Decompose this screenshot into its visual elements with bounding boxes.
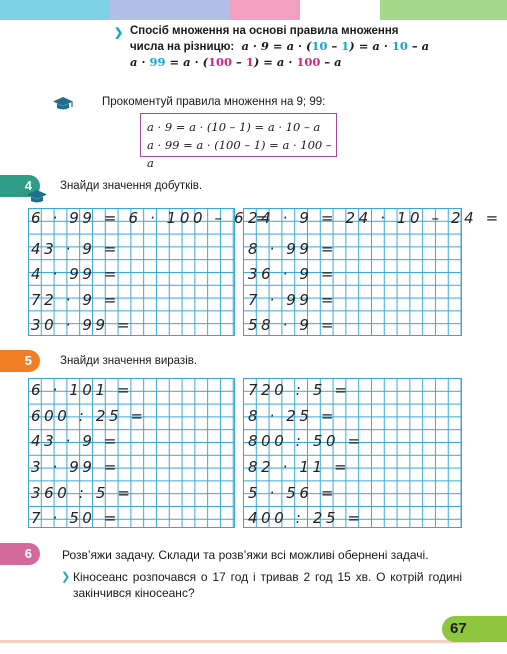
task4-left-expr-4: 72 · 9 = (31, 291, 121, 309)
task4-left-expr-1: 6 · 99 = 6 · 100 – 6 = (31, 209, 272, 227)
band-segment-pink (230, 0, 300, 20)
task4-right-expr-3: 36 · 9 = (248, 265, 338, 283)
task5-right-expr-1: 720 : 5 = (248, 381, 351, 399)
page-number: 67 (442, 616, 507, 642)
task6-text: Розв’яжи задачу. Склади та розв’яжи всі можливі обернені задачі. (62, 548, 429, 562)
task6-problem (62, 569, 462, 601)
rule-formula-9: a · 9 = a · (10 – 1) = a · 10 – a (241, 39, 430, 53)
task4-right-expr-2: 8 · 99 = (248, 240, 338, 258)
rule-title-line2 (118, 39, 430, 55)
formula-box (140, 113, 337, 170)
task4-left-expr-5: 30 · 99 = (31, 316, 134, 334)
task5-right-expr-6: 400 : 25 = (248, 509, 364, 527)
task5-left-expr-1: 6 · 101 = (31, 381, 134, 399)
task5-left-expr-4: 3 · 99 = (31, 458, 121, 476)
graduation-cap-icon (52, 96, 74, 112)
arrow-icon: ❯ (61, 571, 71, 583)
rule-formula-99: a · 99 = a · (100 – 1) = a · 100 – a (130, 55, 342, 69)
task-number-badge-5: 5 (0, 350, 40, 372)
task4-right-expr-1: 24 · 9 = 24 · 10 – 24 = (248, 209, 502, 227)
task5-left-expr-2: 600 : 25 = (31, 407, 147, 425)
band-segment-lavender (110, 0, 230, 20)
task5-left-expr-5: 360 : 5 = (31, 484, 134, 502)
task6-problem-text: Кіносеанс розпочався о 17 год і тривав 2 год 15 хв. О котрій годині закінчився кіносеанс? (73, 570, 462, 600)
task5-right-expr-4: 82 · 11 = (248, 458, 351, 476)
task-number-badge-4: 4 (0, 175, 40, 197)
rule-title-line2-text: числа на різницю: (130, 41, 235, 53)
band-segment-blue (0, 0, 110, 20)
arrow-icon: ❯ (114, 27, 124, 39)
grid-task5-left (28, 378, 235, 528)
bottom-stripe (0, 640, 480, 643)
task5-right-expr-2: 8 · 25 = (248, 407, 338, 425)
rule-title-line1: Спосіб множення на основі правила множення (130, 25, 399, 37)
band-segment-white (300, 0, 380, 20)
task5-right-expr-5: 5 · 56 = (248, 484, 338, 502)
formula-box-line-99: a · 99 = a · (100 – 1) = a · 100 – a (147, 138, 332, 170)
grid-task5-right (243, 378, 462, 528)
task5-left-expr-6: 7 · 50 = (31, 509, 121, 527)
graduation-cap-icon (26, 189, 48, 205)
band-segment-green (380, 0, 507, 20)
task4-right-expr-4: 7 · 99 = (248, 291, 338, 309)
task5-left-expr-3: 43 · 9 = (31, 432, 121, 450)
comment-task-text: Прокоментуй правила множення на 9; 99: (102, 96, 326, 108)
task4-right-expr-5: 58 · 9 = (248, 316, 338, 334)
task4-left-expr-3: 4 · 99 = (31, 265, 121, 283)
rule-box (114, 24, 430, 70)
task5-right-expr-3: 800 : 50 = (248, 432, 364, 450)
task6 (61, 547, 462, 600)
top-color-band (0, 0, 507, 20)
task5-text: Знайди значення виразів. (60, 355, 198, 367)
task-number-badge-6: 6 (0, 543, 40, 565)
task4-text: Знайди значення добутків. (60, 180, 203, 192)
formula-box-line-9: a · 9 = a · (10 – 1) = a · 10 – a (147, 120, 321, 134)
task4-left-expr-2: 43 · 9 = (31, 240, 121, 258)
